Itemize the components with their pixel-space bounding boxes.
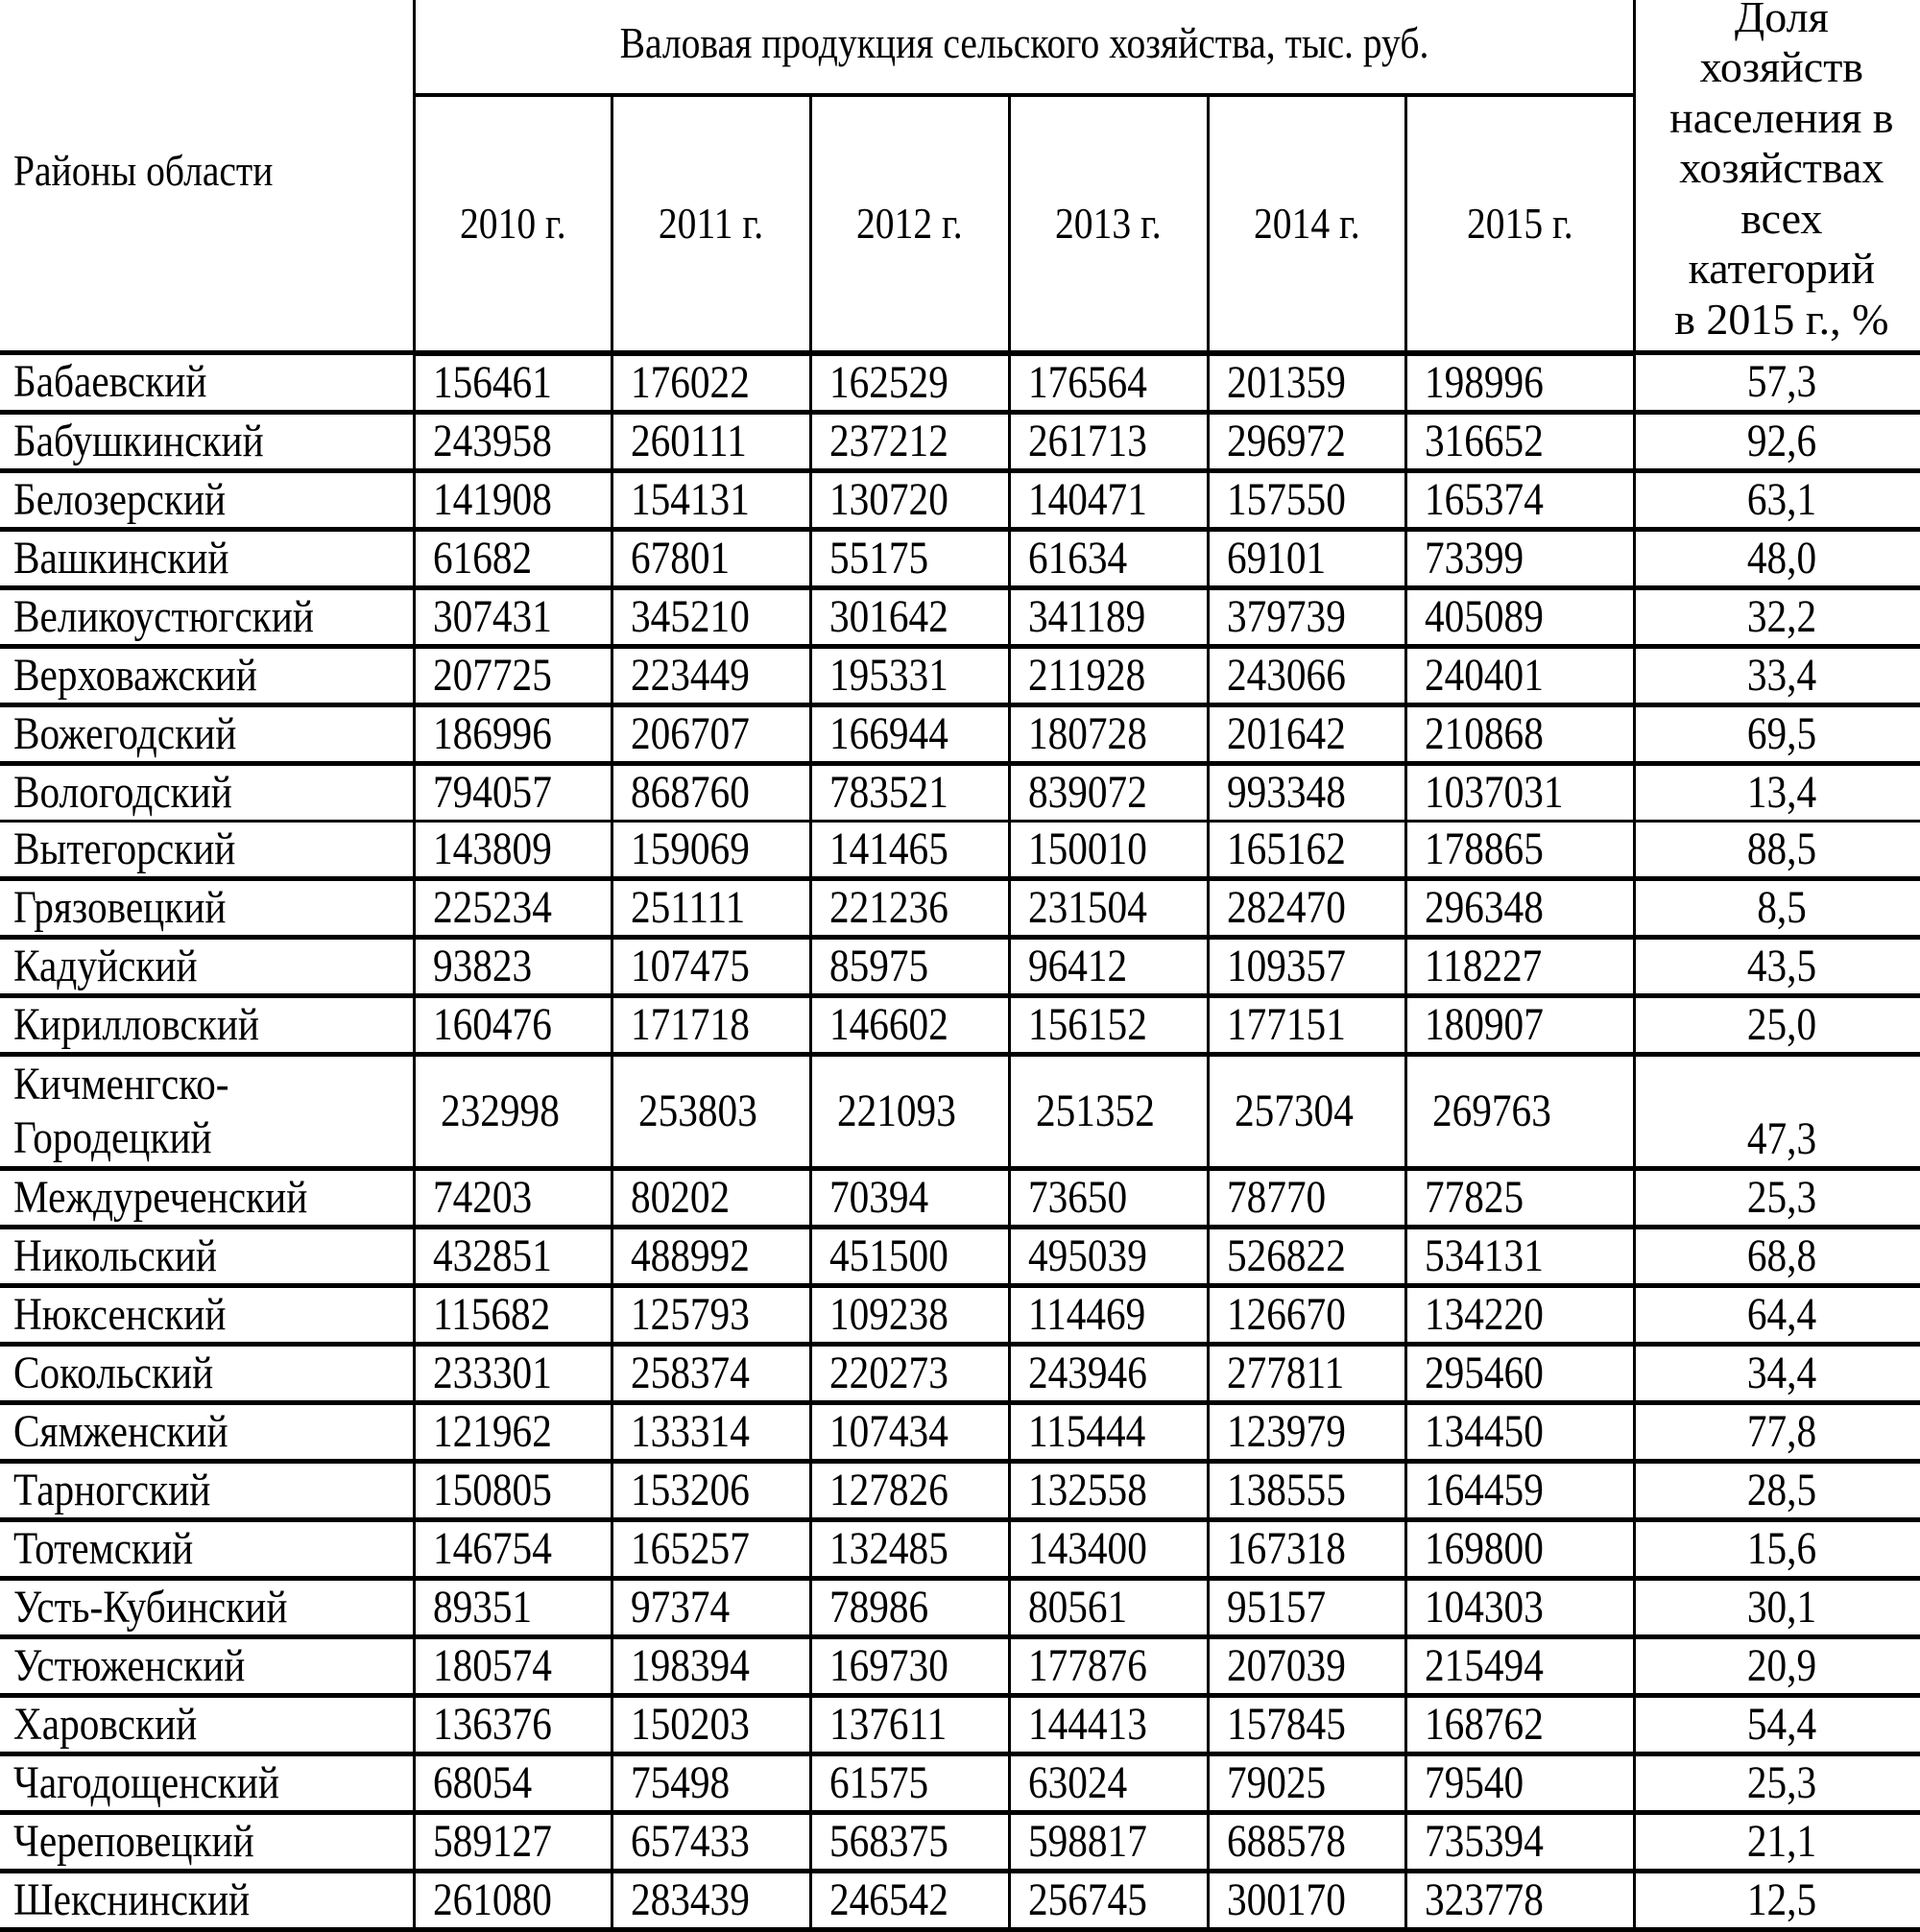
value-cell: 210868 bbox=[1405, 704, 1634, 763]
value-cell: 157845 bbox=[1208, 1695, 1405, 1753]
table-row bbox=[0, 470, 1920, 529]
year-column-header: 2013 г. bbox=[1009, 95, 1208, 352]
value-cell: 171718 bbox=[612, 995, 810, 1054]
value-cell: 134220 bbox=[1405, 1285, 1634, 1344]
value-cell: 257304 bbox=[1208, 1054, 1405, 1168]
table-row bbox=[0, 529, 1920, 587]
region-name-cell: Грязовецкий bbox=[0, 878, 414, 937]
value-cell: 159069 bbox=[612, 821, 810, 878]
value-cell: 534131 bbox=[1405, 1227, 1634, 1285]
value-cell: 231504 bbox=[1009, 878, 1208, 937]
value-cell: 201642 bbox=[1208, 704, 1405, 763]
share-cell: 8,5 bbox=[1634, 878, 1920, 937]
table-row bbox=[0, 1636, 1920, 1695]
value-cell: 323778 bbox=[1405, 1871, 1634, 1929]
share-cell: 43,5 bbox=[1634, 937, 1920, 995]
region-name-cell: Череповецкий bbox=[0, 1812, 414, 1871]
share-cell: 68,8 bbox=[1634, 1227, 1920, 1285]
value-cell: 246542 bbox=[810, 1871, 1009, 1929]
value-cell: 156461 bbox=[414, 353, 612, 413]
value-cell: 237212 bbox=[810, 412, 1009, 470]
share-header-line: хозяйств bbox=[1699, 42, 1864, 92]
year-column-header: 2014 г. bbox=[1208, 95, 1405, 352]
share-cell: 69,5 bbox=[1634, 704, 1920, 763]
table-row bbox=[0, 1812, 1920, 1871]
value-cell: 256745 bbox=[1009, 1871, 1208, 1929]
value-cell: 78986 bbox=[810, 1578, 1009, 1636]
value-cell: 150010 bbox=[1009, 821, 1208, 878]
value-cell: 568375 bbox=[810, 1812, 1009, 1871]
value-cell: 277811 bbox=[1208, 1344, 1405, 1402]
value-cell: 154131 bbox=[612, 470, 810, 529]
value-cell: 223449 bbox=[612, 646, 810, 704]
value-cell: 74203 bbox=[414, 1168, 612, 1227]
value-cell: 221236 bbox=[810, 878, 1009, 937]
share-cell: 88,5 bbox=[1634, 821, 1920, 878]
table-row bbox=[0, 587, 1920, 646]
region-name-cell: Междуреченский bbox=[0, 1168, 414, 1227]
value-cell: 118227 bbox=[1405, 937, 1634, 995]
value-cell: 134450 bbox=[1405, 1402, 1634, 1461]
region-name-cell: Вологодский bbox=[0, 763, 414, 821]
value-cell: 283439 bbox=[612, 1871, 810, 1929]
value-cell: 55175 bbox=[810, 529, 1009, 587]
value-cell: 198996 bbox=[1405, 353, 1634, 413]
value-cell: 993348 bbox=[1208, 763, 1405, 821]
table-row bbox=[0, 763, 1920, 821]
value-cell: 156152 bbox=[1009, 995, 1208, 1054]
table-row bbox=[0, 1461, 1920, 1519]
share-cell: 48,0 bbox=[1634, 529, 1920, 587]
region-name-cell: Белозерский bbox=[0, 470, 414, 529]
value-cell: 157550 bbox=[1208, 470, 1405, 529]
share-cell: 32,2 bbox=[1634, 587, 1920, 646]
value-cell: 61575 bbox=[810, 1753, 1009, 1812]
value-cell: 207725 bbox=[414, 646, 612, 704]
region-name-cell: Тотемский bbox=[0, 1519, 414, 1578]
value-cell: 162529 bbox=[810, 353, 1009, 413]
value-cell: 69101 bbox=[1208, 529, 1405, 587]
table-row bbox=[0, 1519, 1920, 1578]
value-cell: 132558 bbox=[1009, 1461, 1208, 1519]
value-cell: 316652 bbox=[1405, 412, 1634, 470]
value-cell: 225234 bbox=[414, 878, 612, 937]
value-cell: 121962 bbox=[414, 1402, 612, 1461]
share-cell: 54,4 bbox=[1634, 1695, 1920, 1753]
value-cell: 107434 bbox=[810, 1402, 1009, 1461]
value-cell: 79025 bbox=[1208, 1753, 1405, 1812]
year-column-header: 2015 г. bbox=[1405, 95, 1634, 352]
value-cell: 165162 bbox=[1208, 821, 1405, 878]
table-row bbox=[0, 1168, 1920, 1227]
share-cell: 12,5 bbox=[1634, 1871, 1920, 1929]
value-cell: 146754 bbox=[414, 1519, 612, 1578]
value-cell: 269763 bbox=[1405, 1054, 1634, 1168]
region-name-cell: Бабушкинский bbox=[0, 412, 414, 470]
value-cell: 495039 bbox=[1009, 1227, 1208, 1285]
value-cell: 180728 bbox=[1009, 704, 1208, 763]
region-name-cell: Бабаевский bbox=[0, 353, 414, 413]
year-column-header: 2011 г. bbox=[612, 95, 810, 352]
value-cell: 405089 bbox=[1405, 587, 1634, 646]
value-cell: 301642 bbox=[810, 587, 1009, 646]
share-cell: 30,1 bbox=[1634, 1578, 1920, 1636]
share-cell: 25,0 bbox=[1634, 995, 1920, 1054]
value-cell: 136376 bbox=[414, 1695, 612, 1753]
table-row bbox=[0, 878, 1920, 937]
value-cell: 160476 bbox=[414, 995, 612, 1054]
share-cell: 77,8 bbox=[1634, 1402, 1920, 1461]
value-cell: 206707 bbox=[612, 704, 810, 763]
value-cell: 80202 bbox=[612, 1168, 810, 1227]
value-cell: 232998 bbox=[414, 1054, 612, 1168]
table-row bbox=[0, 1578, 1920, 1636]
value-cell: 95157 bbox=[1208, 1578, 1405, 1636]
table-row bbox=[0, 646, 1920, 704]
value-cell: 379739 bbox=[1208, 587, 1405, 646]
share-cell: 21,1 bbox=[1634, 1812, 1920, 1871]
value-cell: 201359 bbox=[1208, 353, 1405, 413]
value-cell: 79540 bbox=[1405, 1753, 1634, 1812]
value-cell: 153206 bbox=[612, 1461, 810, 1519]
value-cell: 260111 bbox=[612, 412, 810, 470]
value-cell: 115682 bbox=[414, 1285, 612, 1344]
region-name-cell: Харовский bbox=[0, 1695, 414, 1753]
value-cell: 345210 bbox=[612, 587, 810, 646]
value-cell: 198394 bbox=[612, 1636, 810, 1695]
value-cell: 125793 bbox=[612, 1285, 810, 1344]
value-cell: 73650 bbox=[1009, 1168, 1208, 1227]
value-cell: 107475 bbox=[612, 937, 810, 995]
value-cell: 169800 bbox=[1405, 1519, 1634, 1578]
region-name-cell: Вожегодский bbox=[0, 704, 414, 763]
value-cell: 251352 bbox=[1009, 1054, 1208, 1168]
share-header-line: всех bbox=[1740, 193, 1823, 243]
value-cell: 150805 bbox=[414, 1461, 612, 1519]
share-cell: 92,6 bbox=[1634, 412, 1920, 470]
value-cell: 233301 bbox=[414, 1344, 612, 1402]
value-cell: 735394 bbox=[1405, 1812, 1634, 1871]
value-cell: 140471 bbox=[1009, 470, 1208, 529]
region-name-cell: Сямженский bbox=[0, 1402, 414, 1461]
value-cell: 133314 bbox=[612, 1402, 810, 1461]
value-cell: 258374 bbox=[612, 1344, 810, 1402]
region-name-cell: Кичменгско- Городецкий bbox=[0, 1054, 414, 1168]
value-cell: 177876 bbox=[1009, 1636, 1208, 1695]
value-cell: 70394 bbox=[810, 1168, 1009, 1227]
table-row bbox=[0, 1054, 1920, 1168]
value-cell: 150203 bbox=[612, 1695, 810, 1753]
value-cell: 253803 bbox=[612, 1054, 810, 1168]
value-cell: 63024 bbox=[1009, 1753, 1208, 1812]
value-cell: 526822 bbox=[1208, 1227, 1405, 1285]
value-cell: 115444 bbox=[1009, 1402, 1208, 1461]
share-cell: 63,1 bbox=[1634, 470, 1920, 529]
value-cell: 598817 bbox=[1009, 1812, 1208, 1871]
share-cell: 33,4 bbox=[1634, 646, 1920, 704]
value-cell: 137611 bbox=[810, 1695, 1009, 1753]
value-cell: 85975 bbox=[810, 937, 1009, 995]
value-cell: 143400 bbox=[1009, 1519, 1208, 1578]
value-cell: 243958 bbox=[414, 412, 612, 470]
value-cell: 97374 bbox=[612, 1578, 810, 1636]
value-cell: 143809 bbox=[414, 821, 612, 878]
value-cell: 794057 bbox=[414, 763, 612, 821]
value-cell: 114469 bbox=[1009, 1285, 1208, 1344]
value-cell: 432851 bbox=[414, 1227, 612, 1285]
value-cell: 488992 bbox=[612, 1227, 810, 1285]
value-cell: 73399 bbox=[1405, 529, 1634, 587]
share-cell: 25,3 bbox=[1634, 1753, 1920, 1812]
value-cell: 261713 bbox=[1009, 412, 1208, 470]
value-cell: 104303 bbox=[1405, 1578, 1634, 1636]
value-cell: 211928 bbox=[1009, 646, 1208, 704]
region-name-cell: Чагодощенский bbox=[0, 1753, 414, 1812]
share-header-line: категорий bbox=[1688, 244, 1875, 294]
value-cell: 68054 bbox=[414, 1753, 612, 1812]
region-name-cell: Устюженский bbox=[0, 1636, 414, 1695]
value-cell: 180574 bbox=[414, 1636, 612, 1695]
value-cell: 839072 bbox=[1009, 763, 1208, 821]
region-name-cell: Никольский bbox=[0, 1227, 414, 1285]
value-cell: 341189 bbox=[1009, 587, 1208, 646]
value-cell: 109357 bbox=[1208, 937, 1405, 995]
region-name-cell: Шекснинский bbox=[0, 1871, 414, 1929]
value-cell: 296348 bbox=[1405, 878, 1634, 937]
year-column-header: 2010 г. bbox=[414, 95, 612, 352]
value-cell: 688578 bbox=[1208, 1812, 1405, 1871]
table-row bbox=[0, 1402, 1920, 1461]
value-cell: 168762 bbox=[1405, 1695, 1634, 1753]
share-cell: 25,3 bbox=[1634, 1168, 1920, 1227]
value-cell: 868760 bbox=[612, 763, 810, 821]
share-cell: 15,6 bbox=[1634, 1519, 1920, 1578]
gross-output-group-header: Валовая продукция сельского хозяйства, тыс. руб. bbox=[414, 0, 1634, 95]
share-cell: 20,9 bbox=[1634, 1636, 1920, 1695]
table-row bbox=[0, 1695, 1920, 1753]
value-cell: 67801 bbox=[612, 529, 810, 587]
value-cell: 127826 bbox=[810, 1461, 1009, 1519]
share-header-line: в 2015 г., % bbox=[1674, 294, 1889, 344]
value-cell: 130720 bbox=[810, 470, 1009, 529]
value-cell: 176564 bbox=[1009, 353, 1208, 413]
table-row bbox=[0, 704, 1920, 763]
region-name-cell: Верховажский bbox=[0, 646, 414, 704]
region-name-cell: Вашкинский bbox=[0, 529, 414, 587]
value-cell: 77825 bbox=[1405, 1168, 1634, 1227]
table-row bbox=[0, 1285, 1920, 1344]
value-cell: 300170 bbox=[1208, 1871, 1405, 1929]
table-header bbox=[0, 0, 1920, 353]
region-name-cell: Усть-Кубинский bbox=[0, 1578, 414, 1636]
table-row bbox=[0, 937, 1920, 995]
table-row bbox=[0, 1227, 1920, 1285]
value-cell: 180907 bbox=[1405, 995, 1634, 1054]
household-share-column-header bbox=[1634, 0, 1920, 353]
share-cell: 13,4 bbox=[1634, 763, 1920, 821]
value-cell: 169730 bbox=[810, 1636, 1009, 1695]
value-cell: 589127 bbox=[414, 1812, 612, 1871]
value-cell: 215494 bbox=[1405, 1636, 1634, 1695]
table-row bbox=[0, 1871, 1920, 1929]
value-cell: 167318 bbox=[1208, 1519, 1405, 1578]
value-cell: 243066 bbox=[1208, 646, 1405, 704]
value-cell: 177151 bbox=[1208, 995, 1405, 1054]
value-cell: 138555 bbox=[1208, 1461, 1405, 1519]
value-cell: 165257 bbox=[612, 1519, 810, 1578]
table-row bbox=[0, 995, 1920, 1054]
table-row bbox=[0, 1753, 1920, 1812]
value-cell: 307431 bbox=[414, 587, 612, 646]
value-cell: 657433 bbox=[612, 1812, 810, 1871]
value-cell: 89351 bbox=[414, 1578, 612, 1636]
value-cell: 178865 bbox=[1405, 821, 1634, 878]
value-cell: 295460 bbox=[1405, 1344, 1634, 1402]
share-cell: 28,5 bbox=[1634, 1461, 1920, 1519]
share-header-line: Доля bbox=[1734, 0, 1829, 41]
value-cell: 144413 bbox=[1009, 1695, 1208, 1753]
value-cell: 109238 bbox=[810, 1285, 1009, 1344]
value-cell: 296972 bbox=[1208, 412, 1405, 470]
value-cell: 282470 bbox=[1208, 878, 1405, 937]
share-header-line: хозяйствах bbox=[1679, 143, 1884, 193]
share-cell: 64,4 bbox=[1634, 1285, 1920, 1344]
region-name-cell: Сокольский bbox=[0, 1344, 414, 1402]
value-cell: 251111 bbox=[612, 878, 810, 937]
value-cell: 80561 bbox=[1009, 1578, 1208, 1636]
value-cell: 75498 bbox=[612, 1753, 810, 1812]
value-cell: 243946 bbox=[1009, 1344, 1208, 1402]
share-header-line: населения в bbox=[1669, 92, 1894, 142]
value-cell: 165374 bbox=[1405, 470, 1634, 529]
value-cell: 164459 bbox=[1405, 1461, 1634, 1519]
value-cell: 166944 bbox=[810, 704, 1009, 763]
value-cell: 176022 bbox=[612, 353, 810, 413]
table-row bbox=[0, 353, 1920, 413]
value-cell: 221093 bbox=[810, 1054, 1009, 1168]
value-cell: 78770 bbox=[1208, 1168, 1405, 1227]
value-cell: 186996 bbox=[414, 704, 612, 763]
value-cell: 261080 bbox=[414, 1871, 612, 1929]
region-name-cell: Кадуйский bbox=[0, 937, 414, 995]
value-cell: 146602 bbox=[810, 995, 1009, 1054]
value-cell: 451500 bbox=[810, 1227, 1009, 1285]
region-name-cell: Великоустюгский bbox=[0, 587, 414, 646]
table-row bbox=[0, 821, 1920, 878]
value-cell: 220273 bbox=[810, 1344, 1009, 1402]
region-column-header: Районы области bbox=[0, 0, 414, 353]
value-cell: 783521 bbox=[810, 763, 1009, 821]
share-cell: 34,4 bbox=[1634, 1344, 1920, 1402]
value-cell: 126670 bbox=[1208, 1285, 1405, 1344]
share-cell: 47,3 bbox=[1634, 1054, 1920, 1168]
region-name-cell: Нюксенский bbox=[0, 1285, 414, 1344]
share-cell: 57,3 bbox=[1634, 353, 1920, 413]
value-cell: 1037031 bbox=[1405, 763, 1634, 821]
year-column-header: 2012 г. bbox=[810, 95, 1009, 352]
value-cell: 61634 bbox=[1009, 529, 1208, 587]
region-name-cell: Тарногский bbox=[0, 1461, 414, 1519]
value-cell: 93823 bbox=[414, 937, 612, 995]
value-cell: 207039 bbox=[1208, 1636, 1405, 1695]
value-cell: 141908 bbox=[414, 470, 612, 529]
value-cell: 132485 bbox=[810, 1519, 1009, 1578]
table-row bbox=[0, 412, 1920, 470]
value-cell: 123979 bbox=[1208, 1402, 1405, 1461]
value-cell: 96412 bbox=[1009, 937, 1208, 995]
value-cell: 195331 bbox=[810, 646, 1009, 704]
value-cell: 61682 bbox=[414, 529, 612, 587]
region-name-cell: Вытегорский bbox=[0, 821, 414, 878]
value-cell: 141465 bbox=[810, 821, 1009, 878]
table-row bbox=[0, 1344, 1920, 1402]
region-name-cell: Кирилловский bbox=[0, 995, 414, 1054]
table-body bbox=[0, 353, 1920, 1930]
value-cell: 240401 bbox=[1405, 646, 1634, 704]
